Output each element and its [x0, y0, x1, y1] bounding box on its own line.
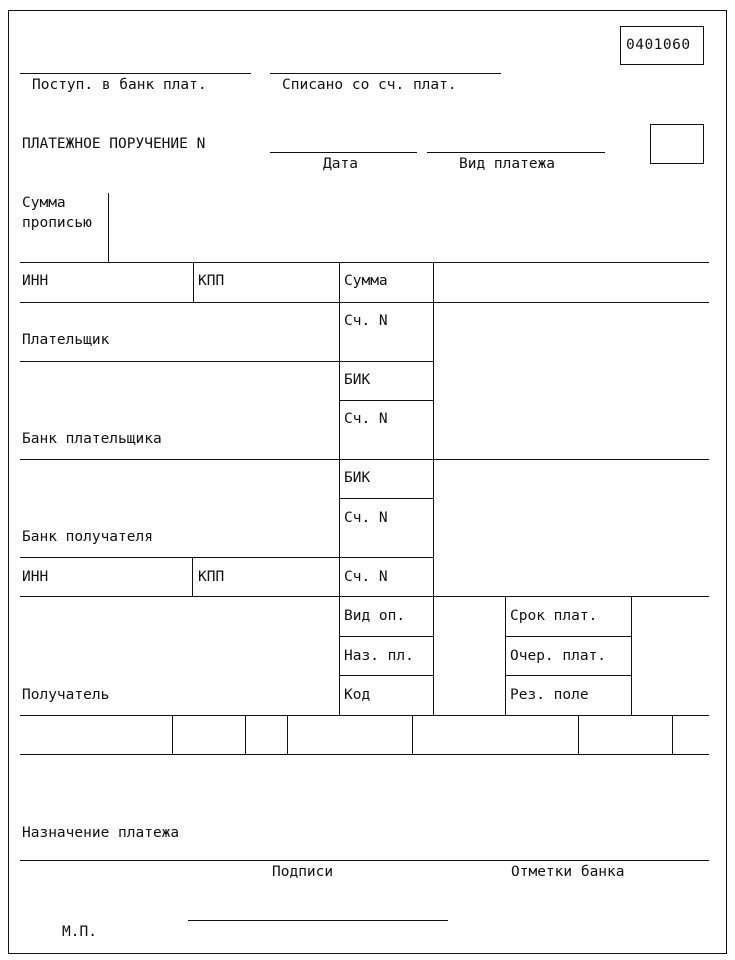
grid-line-14 — [20, 754, 709, 755]
inn-kpp-divider — [193, 262, 194, 302]
sum-field[interactable] — [436, 264, 708, 300]
received-label: Поступ. в банк плат. — [32, 77, 207, 93]
payee-bank-name-label: Банк получателя — [22, 529, 153, 545]
received-date-field[interactable] — [20, 55, 251, 73]
grid-line-13 — [20, 715, 709, 716]
signature-line — [188, 920, 448, 921]
amount-words-label-line1: Сумма — [22, 195, 66, 211]
term-label: Срок плат. — [510, 608, 598, 624]
grid-line-2 — [20, 302, 709, 303]
purpose-field[interactable] — [22, 757, 708, 823]
payee-kpp-label: КПП — [198, 569, 225, 585]
tax-field-divider-1 — [172, 715, 173, 754]
payment-type-label: Вид платежа — [459, 156, 556, 172]
form-title: ПЛАТЕЖНОЕ ПОРУЧЕНИЕ N — [22, 136, 206, 152]
grid-line-1 — [20, 262, 709, 263]
reserve-label: Рез. поле — [510, 687, 589, 703]
op-type-label: Вид оп. — [344, 608, 406, 624]
bank-marks-label: Отметки банка — [511, 864, 625, 880]
payment-type-field[interactable] — [427, 134, 605, 152]
debited-date-field[interactable] — [270, 55, 501, 73]
received-date-line — [20, 73, 251, 74]
payee-account-label: Сч. N — [344, 569, 388, 585]
grid-line-8 — [20, 596, 709, 597]
payer-bank-bik-label: БИК — [344, 372, 371, 388]
date-label: Дата — [323, 156, 358, 172]
payee-bank-account-label: Сч. N — [344, 510, 388, 526]
amount-words-label-line2: прописью — [22, 215, 92, 231]
payer-kpp-label: КПП — [198, 273, 225, 289]
grid-line-11 — [339, 675, 433, 676]
term-column-left — [505, 596, 506, 715]
payee-name-label: Получатель — [22, 687, 110, 703]
grid-line-5 — [20, 459, 709, 460]
stamp-label: М.П. — [62, 924, 97, 940]
tax-field-divider-2 — [245, 715, 246, 754]
amount-words-field[interactable] — [112, 195, 708, 261]
signature-field[interactable] — [188, 895, 448, 920]
tax-field-divider-3 — [287, 715, 288, 754]
purpose-code-label: Наз. пл. — [344, 648, 414, 664]
payment-type-line — [427, 152, 605, 153]
purpose-label: Назначение платежа — [22, 825, 180, 841]
label-column-right — [433, 262, 434, 715]
grid-line-6 — [339, 498, 433, 499]
grid-line-4 — [339, 400, 433, 401]
payee-bank-bik-label: БИК — [344, 470, 371, 486]
grid-line-3 — [20, 361, 433, 362]
grid-line-9 — [339, 636, 433, 637]
term-column-right — [631, 596, 632, 715]
priority-label: Очер. плат. — [510, 648, 607, 664]
tax-field-divider-5 — [578, 715, 579, 754]
code-label: Код — [344, 687, 371, 703]
form-code: 0401060 — [626, 37, 691, 53]
payer-bank-name-label: Банк плательщика — [22, 431, 162, 447]
purpose-line — [20, 860, 709, 861]
debited-label: Списано со сч. плат. — [282, 77, 457, 93]
grid-line-7 — [20, 557, 433, 558]
payee-inn-kpp-divider — [192, 557, 193, 596]
payee-inn-label: ИНН — [22, 569, 49, 585]
date-line — [270, 152, 417, 153]
grid-line-10 — [505, 636, 631, 637]
sum-label: Сумма — [344, 273, 388, 289]
payer-name-label: Плательщик — [22, 332, 110, 348]
payer-inn-label: ИНН — [22, 273, 49, 289]
payer-account-label: Сч. N — [344, 313, 388, 329]
tax-field-divider-4 — [412, 715, 413, 754]
amount-words-divider — [108, 193, 109, 262]
grid-line-12 — [505, 675, 631, 676]
tax-field-divider-6 — [672, 715, 673, 754]
payer-bank-account-label: Сч. N — [344, 411, 388, 427]
debited-date-line — [270, 73, 501, 74]
date-field[interactable] — [270, 134, 417, 152]
label-column-left — [339, 262, 340, 715]
signatures-label: Подписи — [272, 864, 334, 880]
status-code-box[interactable] — [650, 124, 704, 164]
